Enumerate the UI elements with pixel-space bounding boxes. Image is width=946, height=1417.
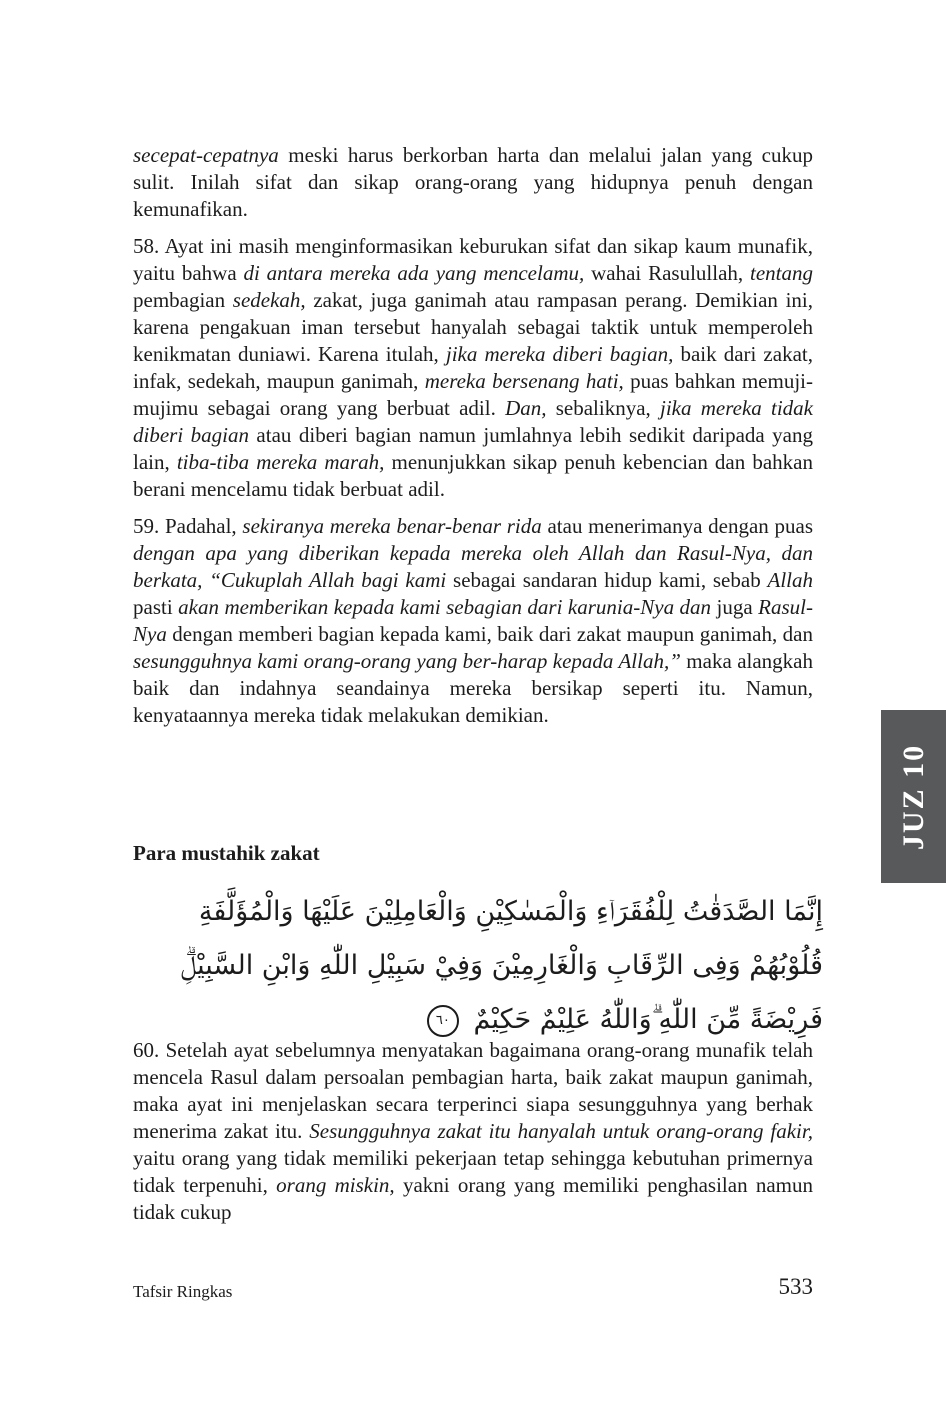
- text-run: maka alangkah baik dan indahnya seandainya mereka bersikap seperti itu. Namun, kenyataannya mereka tidak melakukan demikian.: [133, 649, 813, 727]
- italic-run: orang miskin,: [276, 1173, 395, 1197]
- text-run: zakat, juga ganimah atau rampasan perang. Demikian ini, karena pengakuan iman tersebut hanyalah sebagai taktik untuk memperoleh kenikmatan duniawi. Karena itulah,: [133, 288, 813, 366]
- italic-run: sedekah,: [232, 288, 306, 312]
- italic-run: Rasul-Nya: [133, 595, 813, 646]
- text-run: atau menerimanya dengan puas: [541, 514, 813, 538]
- italic-run: sesungguhnya kami orang-orang yang ber-harap kepada Allah,”: [133, 649, 681, 673]
- text-run: yakni orang yang memiliki penghasilan namun tidak cukup: [133, 1173, 814, 1224]
- page-number: 533: [778, 1274, 813, 1299]
- text-run: puas bahkan memuji-mujimu sebagai orang yang berbuat adil.: [133, 369, 813, 420]
- paragraph: [133, 233, 813, 503]
- italic-run: sekiranya mereka benar-benar rida: [242, 514, 542, 538]
- italic-run: di antara mereka ada yang mencelamu,: [243, 261, 585, 285]
- text-run: yaitu orang yang tidak memiliki pekerjaan tetap sehingga kebutuhan primernya tidak terpenuhi,: [133, 1146, 813, 1197]
- ayah-number-marker: ٦٠: [427, 1005, 459, 1037]
- text-run: atau diberi bagian namun jumlahnya lebih sedikit daripada yang lain,: [133, 423, 813, 474]
- text-run: sebaliknya,: [546, 396, 661, 420]
- italic-run: jika mereka tidak diberi bagian: [133, 396, 813, 447]
- text-run: juga: [711, 595, 759, 619]
- italic-run: tiba-tiba mereka marah,: [176, 450, 385, 474]
- text-run: pembagian: [133, 288, 233, 312]
- italic-run: akan memberikan kepada kami sebagian dari karunia-Nya dan: [178, 595, 712, 619]
- text-run: 59. Padahal,: [133, 514, 243, 538]
- italic-run: Sesungguhnya zakat itu hanyalah untuk orang-orang fakir,: [309, 1119, 813, 1143]
- italic-run: tentang: [750, 261, 814, 285]
- text-run: dengan memberi bagian kepada kami, baik dari zakat maupun ganimah, dan: [166, 622, 813, 646]
- body-text-bottom: [133, 1037, 813, 1236]
- paragraph: [133, 513, 813, 729]
- text-run: wahai Rasulullah,: [584, 261, 751, 285]
- text-run: 60. Setelah ayat sebelumnya menyatakan bagaimana orang-orang munafik telah mencela Rasul dalam persoalan pembagian harta, baik zakat maupun ganimah, maka ayat ini menjelaskan secara terperinci siapa sesungguhnya yang berhak menerima zakat itu.: [133, 1038, 813, 1143]
- text-run: pasti: [133, 595, 179, 619]
- footer-book-title: Tafsir Ringkas: [133, 1282, 233, 1301]
- text-run: menunjukkan sikap penuh kebencian dan bahkan berani mencelamu tidak berbuat adil.: [133, 450, 813, 501]
- italic-run: Allah: [767, 568, 813, 592]
- text-run: baik dari zakat, infak, sedekah, maupun ganimah,: [133, 342, 813, 393]
- italic-run: secepat-cepatnya: [133, 143, 279, 167]
- italic-run: Dan,: [505, 396, 547, 420]
- paragraph: [133, 142, 813, 223]
- italic-run: dengan apa yang diberikan kepada mereka oleh Allah dan Rasul-Nya, dan berkata, “Cukuplah Allah bagi kami: [133, 541, 813, 592]
- italic-run: mereka bersenang hati,: [424, 369, 624, 393]
- quran-verse: [133, 885, 823, 1047]
- arabic-verse-text: إِنَّمَا الصَّدَقٰتُ لِلْفُقَرَاۤءِ وَالْمَسٰكِيْنِ وَالْعَامِلِيْنَ عَلَيْهَا وَالْمُؤَلَّفَةِ قُلُوْبُهُمْ وَفِى الرِّقَابِ وَالْغَارِمِيْنَ وَفِيْ سَبِيْلِ اللّٰهِ وَابْنِ السَّبِيْلِۗ فَرِيْضَةً مِّنَ اللّٰهِ ۗوَاللّٰهُ عَلِيْمٌ حَكِيْمٌ: [180, 896, 823, 1035]
- text-run: meski harus berkorban harta dan melalui jalan yang cukup sulit. Inilah sifat dan sikap orang-orang yang hidupnya penuh dengan kemunafikan.: [133, 143, 813, 221]
- text-run: 58. Ayat ini masih menginformasikan keburukan sifat dan sikap kaum munafik, yaitu bahwa: [133, 234, 813, 285]
- paragraph: [133, 1037, 813, 1226]
- italic-run: jika mereka diberi bagian,: [445, 342, 674, 366]
- body-text-top: [133, 142, 813, 739]
- juz-tab: [881, 710, 946, 883]
- juz-tab-label: JUZ 10: [896, 743, 930, 850]
- text-run: sebagai sandaran hidup kami, sebab: [446, 568, 768, 592]
- section-heading: Para mustahik zakat: [133, 841, 320, 865]
